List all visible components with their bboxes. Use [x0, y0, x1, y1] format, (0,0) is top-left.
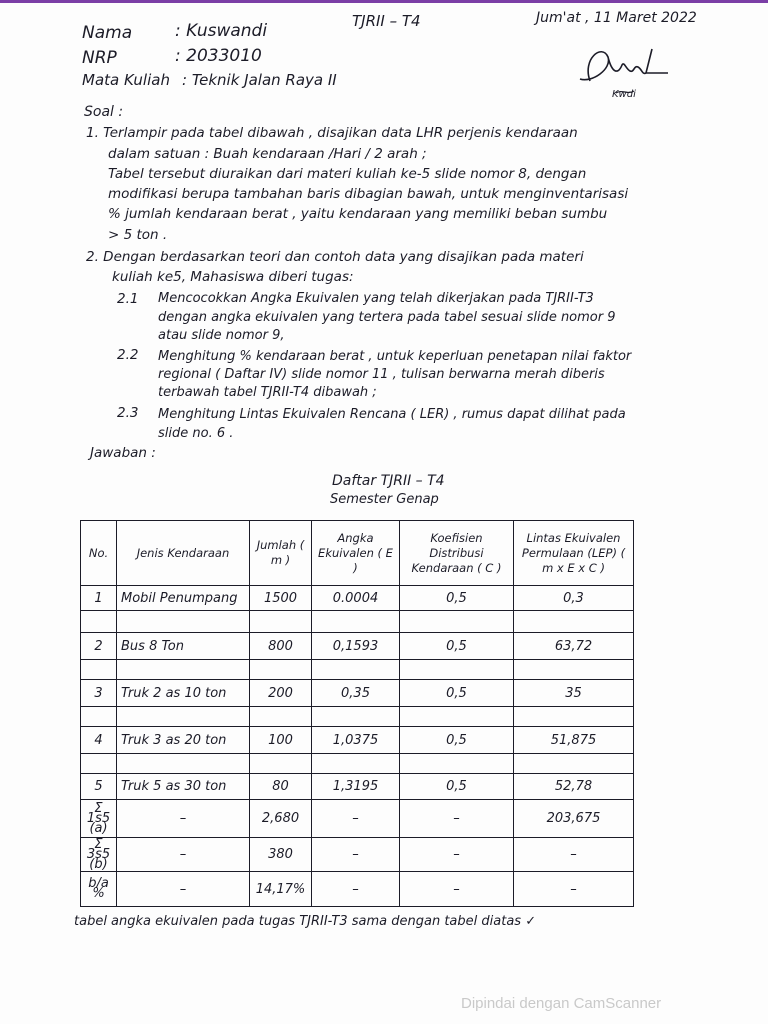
table-row [81, 680, 634, 707]
matkul-value: : Teknik Jalan Raya II [182, 71, 337, 89]
table-total-row [81, 838, 634, 872]
sub-item-number: 2.1 [117, 291, 139, 307]
sub-item-line: Mencocokkan Angka Ekuivalen yang telah dikerjakan pada TJRII-T3 [158, 291, 594, 306]
cell-e: 0,1593 [312, 633, 400, 660]
table-row [81, 774, 634, 800]
q1-line: > 5 ton . [108, 227, 168, 243]
nrp-value: : 2033010 [175, 46, 262, 66]
total-label: b/a % [81, 872, 117, 907]
cell-c: 0,5 [400, 633, 514, 660]
cell-c: – [400, 838, 514, 872]
cell-jumlah: 100 [250, 727, 312, 754]
cell-e: 1,3195 [312, 774, 400, 800]
col-header-jumlah: Jumlah ( m ) [250, 521, 312, 586]
cell-no: 5 [81, 774, 117, 800]
cell-e: 0.0004 [312, 586, 400, 611]
table-total-row [81, 872, 634, 907]
cell-jenis: – [117, 800, 250, 838]
sub-item-line: slide no. 6 . [158, 426, 234, 441]
cell-jumlah: 1500 [250, 586, 312, 611]
cell-jenis: – [117, 872, 250, 907]
col-header-angka-ekuivalen: Angka Ekuivalen ( E ) [312, 521, 400, 586]
sub-item-number: 2.2 [117, 347, 139, 363]
cell-lep: 63,72 [514, 633, 634, 660]
cell-e: – [312, 838, 400, 872]
col-header-no: No. [81, 521, 117, 586]
cell-jumlah: 800 [250, 633, 312, 660]
table-row [81, 586, 634, 611]
scanned-page [0, 3, 768, 1024]
cell-e: 1,0375 [312, 727, 400, 754]
cell-c: 0,5 [400, 774, 514, 800]
table-row [81, 633, 634, 660]
table-row [81, 727, 634, 754]
sub-item-line: atau slide nomor 9, [158, 328, 285, 343]
sub-item-line: dengan angka ekuivalen yang tertera pada tabel sesuai slide nomor 9 [158, 310, 616, 325]
watermark: Dipindai dengan CamScanner [461, 995, 662, 1012]
cell-lep: 0,3 [514, 586, 634, 611]
col-header-koefisien: Koefisien Distribusi Kendaraan ( C ) [400, 521, 514, 586]
nama-value: : Kuswandi [175, 21, 268, 41]
cell-c: 0,5 [400, 586, 514, 611]
cell-jumlah: 200 [250, 680, 312, 707]
sub-item-line: Menghitung % kendaraan berat , untuk keperluan penetapan nilai faktor [158, 349, 632, 364]
table-subtitle: Semester Genap [330, 492, 439, 507]
cell-jumlah-percent: 14,17% [250, 872, 312, 907]
q1-line: % jumlah kendaraan berat , yaitu kendaraan yang memiliki beban sumbu [108, 206, 608, 222]
cell-jenis: Mobil Penumpang [117, 586, 250, 611]
cell-lep: 203,675 [514, 800, 634, 838]
cell-no: 1 [81, 586, 117, 611]
footer-note: tabel angka ekuivalen pada tugas TJRII-T3 sama dengan tabel diatas ✓ [74, 914, 537, 929]
cell-lep: 52,78 [514, 774, 634, 800]
table-header-row [81, 521, 634, 586]
cell-lep: 51,875 [514, 727, 634, 754]
cell-jenis: Truk 3 as 20 ton [117, 727, 250, 754]
jawaban-heading: Jawaban : [90, 445, 156, 461]
cell-lep: – [514, 838, 634, 872]
sub-item-line: regional ( Daftar IV) slide nomor 11 , tulisan berwarna merah diberis [158, 367, 605, 382]
q1-line: modifikasi berupa tambahan baris dibagian bawah, untuk menginventarisasi [108, 186, 629, 202]
cell-jenis: Truk 2 as 10 ton [117, 680, 250, 707]
cell-jumlah: 2,680 [250, 800, 312, 838]
col-header-jenis: Jenis Kendaraan [117, 521, 250, 586]
table-spacer-row [81, 707, 634, 727]
q2-line: 2. Dengan berdasarkan teori dan contoh data yang disajikan pada materi [86, 249, 584, 265]
cell-c: 0,5 [400, 727, 514, 754]
cell-c: – [400, 872, 514, 907]
cell-lep: – [514, 872, 634, 907]
cell-jumlah: 80 [250, 774, 312, 800]
cell-no: 4 [81, 727, 117, 754]
doc-date: Jum'at , 11 Maret 2022 [536, 10, 697, 26]
cell-jumlah: 380 [250, 838, 312, 872]
cell-c: – [400, 800, 514, 838]
lep-table-container [80, 520, 633, 906]
nama-label: Nama [82, 23, 133, 43]
cell-c: 0,5 [400, 680, 514, 707]
cell-jenis: Truk 5 as 30 ton [117, 774, 250, 800]
table-spacer-row [81, 611, 634, 633]
q2-line: kuliah ke5, Mahasiswa diberi tugas: [112, 269, 354, 285]
total-label: Σ 1s5 (a) [81, 800, 117, 838]
q1-line: dalam satuan : Buah kendaraan /Hari / 2 arah ; [108, 146, 427, 162]
cell-e: 0,35 [312, 680, 400, 707]
matkul-label: Mata Kuliah [82, 71, 170, 89]
signature-caption: Kwdi [612, 89, 636, 100]
nrp-label: NRP [82, 48, 117, 68]
cell-e: – [312, 872, 400, 907]
table-total-row [81, 800, 634, 838]
lep-table [80, 520, 634, 907]
cell-e: – [312, 800, 400, 838]
cell-no: 3 [81, 680, 117, 707]
cell-jenis: – [117, 838, 250, 872]
q1-line: 1. Terlampir pada tabel dibawah , disajikan data LHR perjenis kendaraan [86, 125, 578, 141]
sub-item-number: 2.3 [117, 405, 139, 421]
col-header-lep: Lintas Ekuivalen Permulaan (LEP) ( m x E x C ) [514, 521, 634, 586]
total-label: Σ 3s5 (b) [81, 838, 117, 872]
table-spacer-row [81, 754, 634, 774]
soal-heading: Soal : [84, 104, 124, 120]
cell-lep: 35 [514, 680, 634, 707]
q1-line: Tabel tersebut diuraikan dari materi kuliah ke-5 slide nomor 8, dengan [108, 166, 587, 182]
sub-item-line: Menghitung Lintas Ekuivalen Rencana ( LER) , rumus dapat dilihat pada [158, 407, 626, 422]
table-spacer-row [81, 660, 634, 680]
cell-jenis: Bus 8 Ton [117, 633, 250, 660]
sub-item-line: terbawah tabel TJRII-T4 dibawah ; [158, 385, 377, 400]
cell-no: 2 [81, 633, 117, 660]
doc-code: TJRII – T4 [352, 12, 421, 30]
table-title: Daftar TJRII – T4 [332, 473, 445, 489]
